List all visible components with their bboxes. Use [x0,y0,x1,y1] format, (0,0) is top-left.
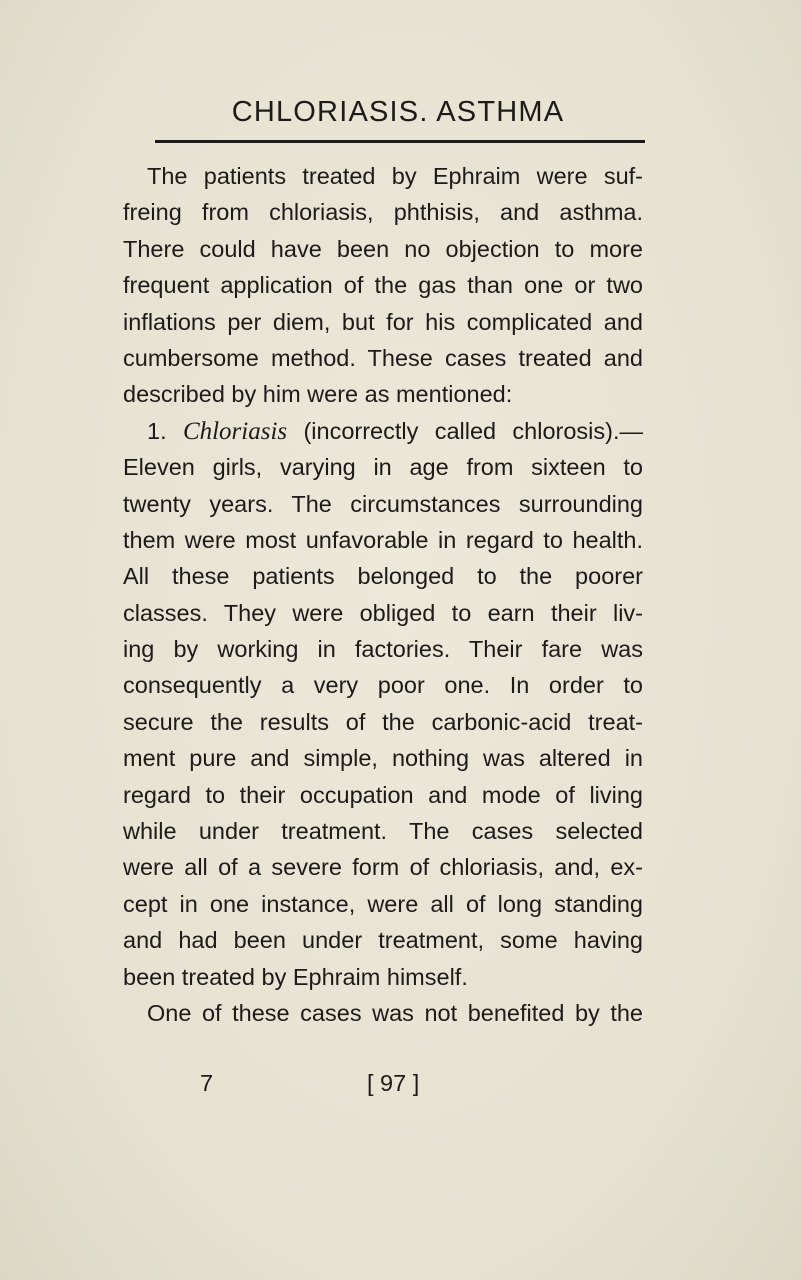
text-line: freing from chloriasis, phthisis, and asthma. [123,199,643,226]
section-title-rest: (incorrectly called chlorosis).— [303,417,644,444]
text-line: The patients treated by Ephraim were suf- [147,163,643,189]
body-text [123,158,643,1031]
header-rule [155,140,645,143]
text-line: secure the results of the carbonic-acid treat- [123,708,643,735]
text-line: All these patients belonged to the poorer [123,563,643,590]
text-line: cumbersome method. These cases treated and [123,344,643,371]
section-title-italic: Chloriasis [182,417,288,445]
running-head: CHLORIASIS. ASTHMA [231,96,565,128]
signature-mark: 7 [200,1070,214,1096]
text-line: Eleven girls, varying in age from sixteen to [123,454,643,481]
text-line-section [123,413,643,449]
text-line: while under treatment. The cases selected [123,818,643,845]
text-line: ing by working in factories. Their fare was [123,636,643,663]
text-line: them were most unfavorable in regard to health. [123,526,643,553]
text-line: been treated by Ephraim himself. [123,963,468,990]
text-line: classes. They were obliged to earn their liv- [123,599,643,626]
text-line: ment pure and simple, nothing was altered in [123,745,643,772]
text-line: inflations per diem, but for his complicated and [123,308,643,335]
text-line: cept in one instance, were all of long standing [123,890,643,917]
text-line: described by him were as mentioned: [123,381,513,408]
text-line: One of these cases was not benefited by the [147,999,643,1026]
text-line: frequent application of the gas than one or two [123,272,643,299]
page-number: [ 97 ] [367,1070,420,1096]
text-line: were all of a severe form of chloriasis, and, ex- [123,854,643,881]
text-line: and had been under treatment, some having [123,927,643,954]
text-line: There could have been no objection to more [123,235,643,262]
section-number: 1. [147,417,167,444]
text-line: regard to their occupation and mode of living [123,781,643,808]
text-line: consequently a very poor one. In order to [123,672,643,699]
text-line: twenty years. The circumstances surrounding [123,490,643,517]
